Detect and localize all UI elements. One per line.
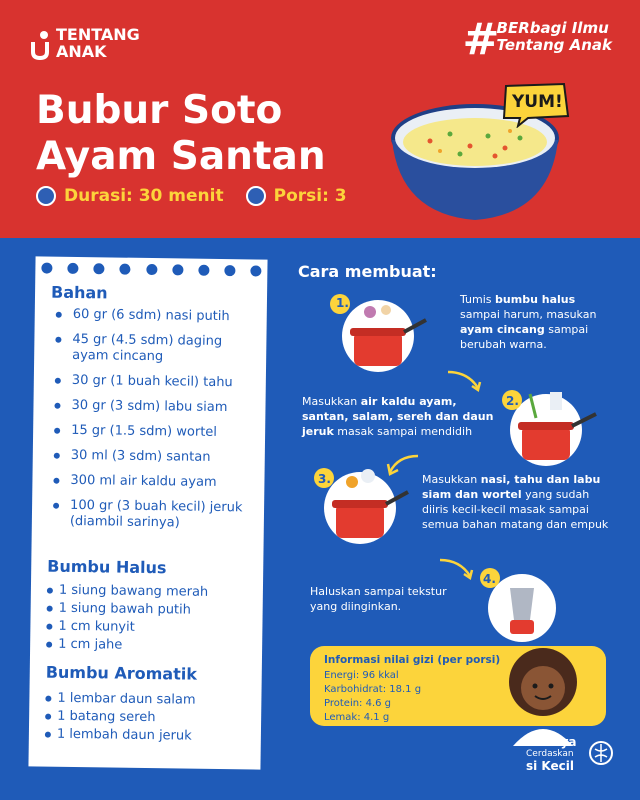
cara-title: Cara membuat:	[298, 262, 437, 281]
bumbu-aromatik-title: Bumbu Aromatik	[45, 662, 198, 684]
ahlinya-line1: Ahlinya	[526, 735, 577, 749]
bumbu-halus-list	[46, 583, 259, 658]
list-item: 1 cm jahe	[46, 637, 258, 656]
porsi-icon	[246, 186, 266, 206]
bahan-title: Bahan	[50, 282, 108, 303]
yum-badge	[498, 82, 570, 132]
recipe-title	[36, 88, 326, 180]
arrow-icon	[444, 368, 484, 394]
list-item: 45 gr (4.5 sdm) daging ayam cincang	[50, 332, 262, 367]
list-item: 300 ml air kaldu ayam	[48, 473, 260, 492]
step-number: 2.	[506, 394, 519, 408]
list-item: 30 ml (3 sdm) santan	[49, 448, 261, 467]
bumbu-aromatik-list	[45, 691, 258, 748]
bumbu-halus-title: Bumbu Halus	[47, 556, 167, 578]
nutrition-title: Informasi nilai gizi (per porsi)	[324, 654, 501, 666]
ahlinya-badge	[526, 736, 577, 772]
header-banner	[0, 0, 640, 238]
logo-line2: ANAK	[56, 42, 107, 61]
hashtag-symbol: #	[462, 14, 500, 65]
title-line1: Bubur Soto	[36, 88, 283, 133]
list-item: 30 gr (1 buah kecil) tahu	[50, 373, 262, 392]
ingredients-card	[28, 256, 267, 769]
hashtag	[462, 14, 612, 65]
step-number: 4.	[483, 572, 496, 586]
list-item: 100 gr (3 buah kecil) jeruk (diambil sarinya)	[48, 498, 260, 533]
list-item: 30 gr (3 sdm) labu siam	[49, 398, 261, 417]
list-item: 1 batang sereh	[45, 709, 257, 728]
list-item: 1 cm kunyit	[46, 619, 258, 638]
step-3-text: Masukkan nasi, tahu dan labu siam dan wortel yang sudah diiris kecil-kecil masak sampai semua bahan matang dan empuk	[422, 473, 609, 531]
hashtag-line2: Tentang Anak	[496, 36, 612, 54]
girl-illustration-icon	[495, 646, 615, 749]
binder-holes	[41, 262, 261, 276]
step-2-text: Masukkan air kaldu ayam, santan, salam, sereh dan daun jeruk masak sampai mendidih	[302, 395, 494, 438]
porsi-label: Porsi: 3	[273, 186, 347, 206]
step-4-text: Haluskan sampai tekstur yang diinginkan.	[310, 585, 447, 613]
timer-icon	[36, 186, 56, 206]
title-line2: Ayam Santan	[36, 134, 326, 179]
step-number: 1.	[336, 296, 349, 310]
arrow-icon	[436, 556, 476, 582]
step-number: 3.	[318, 472, 331, 486]
list-item: 1 lembar daun salam	[45, 691, 257, 710]
ahlinya-line2: Cerdaskan	[526, 749, 574, 759]
list-item: 15 gr (1.5 sdm) wortel	[49, 423, 261, 442]
list-item: 1 lembah daun jeruk	[45, 727, 257, 746]
logo-mark-icon	[30, 30, 50, 60]
list-item: 1 siung bawah putih	[47, 601, 259, 620]
nutrition-line: Protein: 4.6 g	[324, 698, 392, 709]
recipe-meta	[36, 186, 347, 206]
nutrition-line: Energi: 96 kkal	[324, 670, 399, 681]
list-item: 60 gr (6 sdm) nasi putih	[51, 307, 263, 326]
list-item: 1 siung bawang merah	[47, 583, 259, 602]
hashtag-line1: BERbagi Ilmu	[496, 19, 609, 37]
ahlinya-line3: si Kecil	[526, 759, 574, 773]
nutrition-line: Lemak: 4.1 g	[324, 712, 390, 723]
nutrition-line: Karbohidrat: 18.1 g	[324, 684, 422, 695]
bahan-list	[48, 307, 263, 542]
yum-text: YUM!	[512, 92, 563, 112]
brain-icon	[588, 740, 614, 766]
step-1-text: Tumis bumbu halus sampai harum, masukan ayam cincang sampai berubah warna.	[460, 293, 597, 351]
logo-line1: TENTANG	[56, 25, 140, 44]
durasi-label: Durasi: 30 menit	[64, 186, 224, 206]
